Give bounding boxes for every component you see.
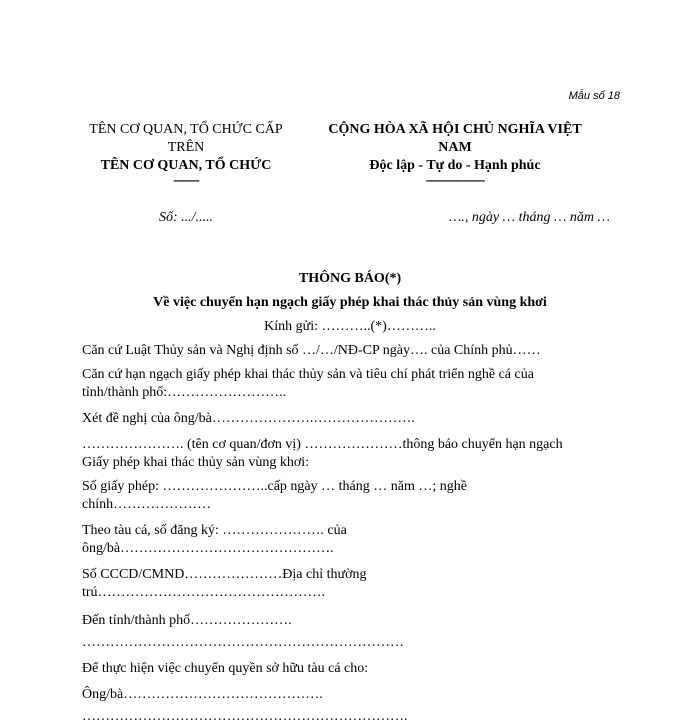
body-line-residence: trú………………………………………….	[82, 585, 326, 600]
body-line-notice: …………………. (tên cơ quan/đơn vị) …………………thông báo chuyển hạn ngạch	[82, 437, 563, 452]
body-line-vessel-registration: Theo tàu cá, số đăng ký: …………………. của	[82, 523, 347, 538]
parent-agency-line1: TÊN CƠ QUAN, TỔ CHỨC CẤP	[89, 122, 283, 137]
body-line-blank-2: …………………………………………………………….	[82, 709, 408, 724]
body-line-transfer-purpose: Để thực hiện việc chuyển quyền sở hữu tàu cá cho:	[82, 661, 369, 676]
body-line-destination-province: Đến tỉnh/thành phố………………….	[82, 613, 292, 628]
motto-divider: ----------------	[425, 173, 485, 188]
body-line-license-heading: Giấy phép khai thác thủy sản vùng khơi:	[82, 455, 310, 470]
body-line-id-card: Số CCCD/CMND…………………Địa chỉ thường	[82, 567, 367, 582]
document-title: THÔNG BÁO(*)	[298, 271, 402, 286]
national-motto: Độc lập - Tự do - Hạnh phúc	[369, 158, 541, 173]
agency-name: TÊN CƠ QUAN, TỔ CHỨC	[100, 158, 272, 173]
body-line-quota-basis: Căn cứ hạn ngạch giấy phép khai thác thủy sản và tiêu chí phát triển nghề cá của	[82, 367, 534, 382]
agency-divider: -------	[173, 173, 199, 188]
document-subtitle: Về việc chuyển hạn ngạch giấy phép khai thác thủy sản vùng khơi	[153, 295, 547, 310]
body-line-new-owner: Ông/bà…………………………………….	[82, 687, 323, 702]
body-line-license-number: Số giấy phép: …………………..cấp ngày … tháng … năm …; nghề	[82, 479, 467, 494]
document-number: Số: .../.....	[158, 210, 214, 225]
body-line-province: tỉnh/thành phố:……………………..	[82, 385, 287, 400]
body-line-request: Xét đề nghị của ông/bà………………….………………….	[82, 411, 415, 426]
body-line-legal-basis: Căn cứ Luật Thủy sản và Nghị định số …/…/NĐ-CP ngày…. của Chính phủ……	[82, 343, 541, 358]
parent-agency-line2: TRÊN	[167, 140, 205, 155]
country-name-line1: CỘNG HÒA XÃ HỘI CHỦ NGHĨA VIỆT	[328, 122, 582, 137]
country-name-line2: NAM	[438, 140, 472, 155]
national-header	[320, 121, 590, 187]
place-date-line: …., ngày … tháng … năm …	[448, 210, 610, 225]
recipient-line: Kính gửi: ………..(*)………..	[264, 319, 436, 334]
body-line-vessel-owner: ông/bà……………………………………….	[82, 541, 334, 556]
document-body	[82, 342, 602, 726]
body-line-main-trade: chính…………………	[82, 497, 212, 512]
issuing-agency-header	[80, 121, 292, 187]
body-line-blank-1: ……………………………………………………………	[82, 635, 404, 650]
form-number: Mẫu số 18	[568, 90, 620, 102]
